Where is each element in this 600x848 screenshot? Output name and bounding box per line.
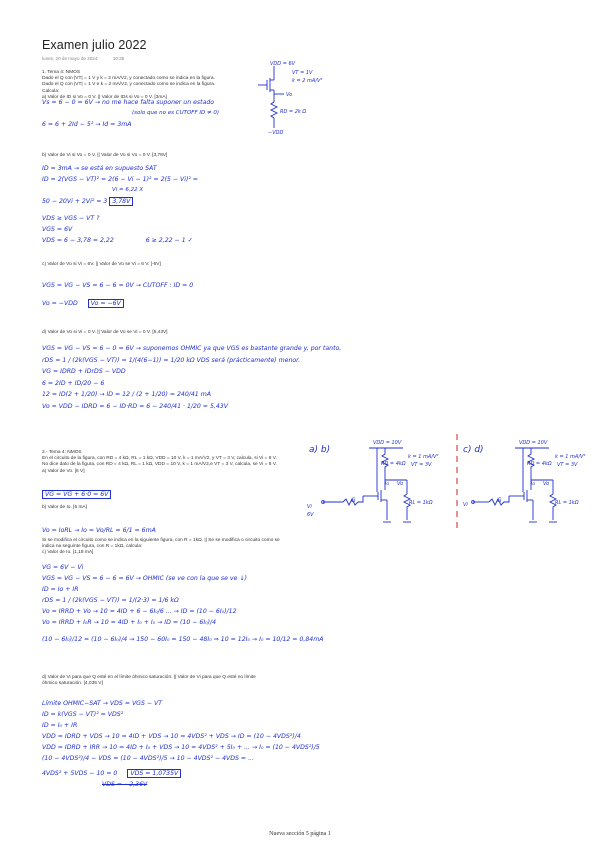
hw-line [42, 768, 320, 779]
circuit-ab-vi-val: 6V [307, 512, 314, 518]
hw-line: ID = 2(VGS − VT)² = 2(6 − Vi − 1)² = 2(5 − Vi)² = [42, 176, 198, 183]
hw-line [42, 298, 193, 310]
q2-c-label [42, 538, 302, 557]
q2-circuit-ab [303, 432, 453, 532]
hw-line: Vo = IRRD + I₀R → 10 = 4ID + I₀ + I₀ → ID = (10 − 6I₀)/4 [42, 619, 217, 626]
hw-line: (10 − 6I₀)/12 = (10 − 6I₀)/4 → 150 − 60I₀ = 150 − 48I₀ ⇒ 10 = 12I₀ → I₀ = 10/12 = 0,84mA [42, 636, 324, 643]
q2-a-work [42, 483, 111, 501]
q2-line: 2.- Tema 4: NMOS [42, 450, 82, 455]
q1-vt: VT = 1V [292, 70, 313, 76]
hw-line: VGS = VG − VS = 6 − 0 = 6V → suponemos OHMIC ya que VGS es bastante grande y, por tanto, [42, 345, 342, 352]
hw-line: VDS = −2,36V [102, 781, 148, 788]
circuit-cd-vdd: VDD = 10V [519, 440, 548, 446]
q1-line: Dado el Q con |VT| = 1 V y k = 2 mA/V2, y conectado como se indica en la figura. [42, 76, 215, 82]
q2-d-work [42, 698, 320, 790]
q1-a-label: a) Valor de ID si Vo = 0 V. || Valor de IDs si Vo = 0 V. [3mA] [42, 94, 167, 100]
circuit-cd-io: Io [531, 482, 536, 487]
hw-line: VDS ≥ VGS − VT ? [42, 215, 100, 222]
q2-c-line: indica na seguinte figura, con R = 1kΩ, calcula: [42, 544, 143, 550]
hw-eq: 4VDS² + 5VDS − 10 = 0 [42, 770, 118, 777]
hw-line: (solo que no es CUTOFF ID ≠ 0) [132, 110, 219, 116]
hw-line [42, 196, 198, 207]
q1-k: k = 2 mA/V² [292, 78, 323, 84]
hw-line: VGS = VG − VS = 6 − 6 = 0V → CUTOFF : ID = 0 [42, 282, 194, 289]
circuit-ab-g: G [351, 497, 356, 504]
q1-circuit [240, 58, 360, 138]
hw-line: Vo = IoRL → Io = Vo/RL = 6/1 = 6mA [42, 527, 156, 534]
page-date: lunes, 20 de mayo de 2024 [42, 56, 98, 61]
circuit-ab-rl: RL = 1kΩ [409, 500, 433, 506]
q1-c-work [42, 280, 193, 310]
q2-circuit-cd [455, 432, 595, 532]
q1-line: Dado el Q con |VT| = 1 V e k = 2 mA/V2, y conectado como se indica en la figura. [42, 82, 216, 88]
hw-line: rDS = 1 / (2k(VGS − VT)) = 1/(4(6−1)) = 1/20 kΩ VDS será (prácticamente) menor. [42, 356, 301, 364]
q2-c-line: Si se modifica el circuito como se indica en la siguiente figura, con R = 1kΩ. || Se se modifica o circuito como se [42, 538, 280, 543]
hw-line: VGS = VG − VS = 6 − 6 = 6V → OHMIC (se ve con la que se ve ↓) [42, 575, 247, 582]
answer-box: VG = VG + 6·0 = 6V [42, 490, 111, 499]
hw-eq: Vo = −VDD [42, 300, 78, 307]
q1-heading: 1. Tema 4: NMOS [42, 70, 81, 75]
hw-line: VG = 6V − Vi [42, 564, 84, 571]
circuit-cd-g: G [497, 497, 502, 504]
hw-line: Vo = IRRD + Vo → 10 = 4ID + 6 − 6I₀/6 ... → ID = (10 − 6I₀)/12 [42, 608, 237, 615]
q2-b-work [42, 519, 156, 537]
page-time: 10:35 [112, 56, 125, 61]
circuit-cd-k: k = 1 mA/V² [555, 454, 586, 460]
hw-eq: 50 − 20Vi + 2Vi² = 3 [42, 198, 108, 205]
hw-line: Límite OHMIC−SAT → VDS = VGS − VT [42, 700, 163, 707]
hw-line: VG = IDRD + IDrDS − VDD [42, 368, 126, 375]
circuit-ab-vi: Vi [307, 504, 312, 510]
q2-d-label [42, 675, 256, 687]
circuit-ab-vdd: VDD = 10V [373, 440, 402, 446]
q2-line: No dice dato de la figura, con RD = 4 kΩ, RL = 1 kΩ, VDD = 10 V, k = 1 mA/V2,e VT = 3 V, calcula, se Vi = 6 V. [42, 462, 277, 468]
hw-line: (10 − 4VDS²)/4 − VDS = (10 − 4VDS²)/5 → 10 − 4VDS² − 4VDS = ... [42, 755, 254, 762]
q2-statement [42, 450, 292, 475]
circuit-ab-vt: VT = 3V [411, 462, 432, 468]
q1-d-work [42, 343, 341, 412]
q1-rd: RD = 2k Ω [280, 109, 307, 115]
page-title: Examen julio 2022 [42, 38, 147, 52]
q2-c-line: c) Valor de Io. [1,18 mA] [42, 550, 94, 556]
hw-line: Vi = 6,22 X [112, 187, 144, 193]
hw-line: VGS = 6V [42, 226, 73, 233]
circuit-cd-vo: Vo [543, 481, 550, 487]
page-meta [42, 56, 138, 61]
q1-line: Calcula: [42, 88, 60, 94]
circuit-cd-label: c) d) [463, 445, 484, 455]
q1-vdd: VDD = 6V [270, 61, 296, 67]
hw-line: Vs = 6 − 0 = 6V → no me hace falta suponer un estado [42, 99, 215, 106]
circuit-cd-rd: RD = 4kΩ [527, 461, 552, 467]
q1-c-label: c) Valor de Vo si Vi = 6V. || Valor de Vo se Vi = 6 V. [-6V] [42, 262, 161, 267]
q1-b-label: b) Valor de Vi si Vo = 0 V. || Valor de Vo si Vo = 0 V. [3,78V] [42, 153, 168, 158]
hw-line: Vo = VDD − IDRD = 6 − ID·RD = 6 − 240/41 · 1/20 = 5,43V [42, 402, 228, 410]
hw-line: VDD = IDRD + IRR → 10 = 4ID + I₀ + VDS → 10 = 4VDS² + 5I₀ + ... → I₀ = (10 − 4VDS²)/5 [42, 744, 320, 751]
answer-box: Vo = −6V [88, 299, 124, 308]
circuit-ab-k: k = 1 mA/V² [408, 454, 439, 460]
hw-line: ID = Io + IR [42, 586, 79, 593]
q2-c-work [42, 562, 324, 645]
hw-line: ID = I₀ + IR [42, 722, 78, 729]
q1-a-work [42, 97, 219, 130]
circuit-ab-rd: RD = 4kΩ [381, 461, 406, 467]
answer-box: 3,78V [109, 197, 133, 206]
q1-b-work [42, 163, 198, 246]
q1-d-label: d) Valor de Vo si Vi = 0 V. || Valor de Vo se Vi = 0 V. [5,43V] [42, 330, 168, 335]
hw-line: rDS = 1 / (2k(VGS − VT)) = 1/(2·3) = 1/6 kΩ [42, 597, 179, 604]
hw-line: 6 = 6 + 2Id − 5² → Id = 3mA [42, 121, 132, 128]
q1-vdd-neg: −VDD [268, 130, 284, 136]
circuit-cd-vi: Vi [463, 502, 468, 508]
circuit-ab-label: a) b) [309, 445, 331, 455]
hw-line: ID = 3mA → se está en supuesto SAT [42, 165, 157, 172]
hw-line: 12 = ID(2 + 1/20) → ID = 12 / (2 + 1/20) = 240/41 mA [42, 391, 211, 398]
page-footer: Nueva sección 5 página 1 [269, 831, 331, 837]
answer-box: VDS = 1,0735V [127, 769, 181, 778]
hw-eq: VDS = 6 − 3,78 = 2,22 [42, 237, 114, 244]
q2-line: En el circuito de la figura, con RD = 4 kΩ, RL = 1 kΩ, VDD = 10 V, k = 1 mA/V2, y VT = 3 V, calcula, si Vi = 6 V. [42, 456, 277, 462]
q2-d-line: óhmico saturación. [4,035 V] [42, 681, 103, 687]
q1-vo: Vo [286, 92, 293, 98]
q2-d-line: d) Valor de Vi para que Q esté en el límite óhmico saturación. || Valor de Vi para que Q esté no límite [42, 675, 256, 680]
hw-check: 6 ≥ 2,22 − 1 ✓ [145, 237, 193, 244]
q2-line: a) Valor de Vo. [6 V] [42, 468, 85, 474]
hw-line: ID = k(VGS − VT)² = VDS² [42, 711, 124, 718]
hw-line: VDD = IDRD + VDS → 10 = 4ID + VDS → 10 = 4VDS² + VDS → ID = (10 − 4VDS²)/4 [42, 733, 301, 740]
circuit-cd-vt: VT = 3V [557, 462, 578, 468]
q2-b-label: b) Valor de Io. [6 mA] [42, 505, 87, 510]
hw-line: 6 = 2ID + ID/20 − 6 [42, 379, 105, 387]
hw-line [42, 235, 198, 246]
circuit-ab-io: Io [385, 482, 390, 487]
circuit-ab-vo: Vo [397, 481, 404, 487]
circuit-cd-rl: RL = 1kΩ [555, 500, 579, 506]
